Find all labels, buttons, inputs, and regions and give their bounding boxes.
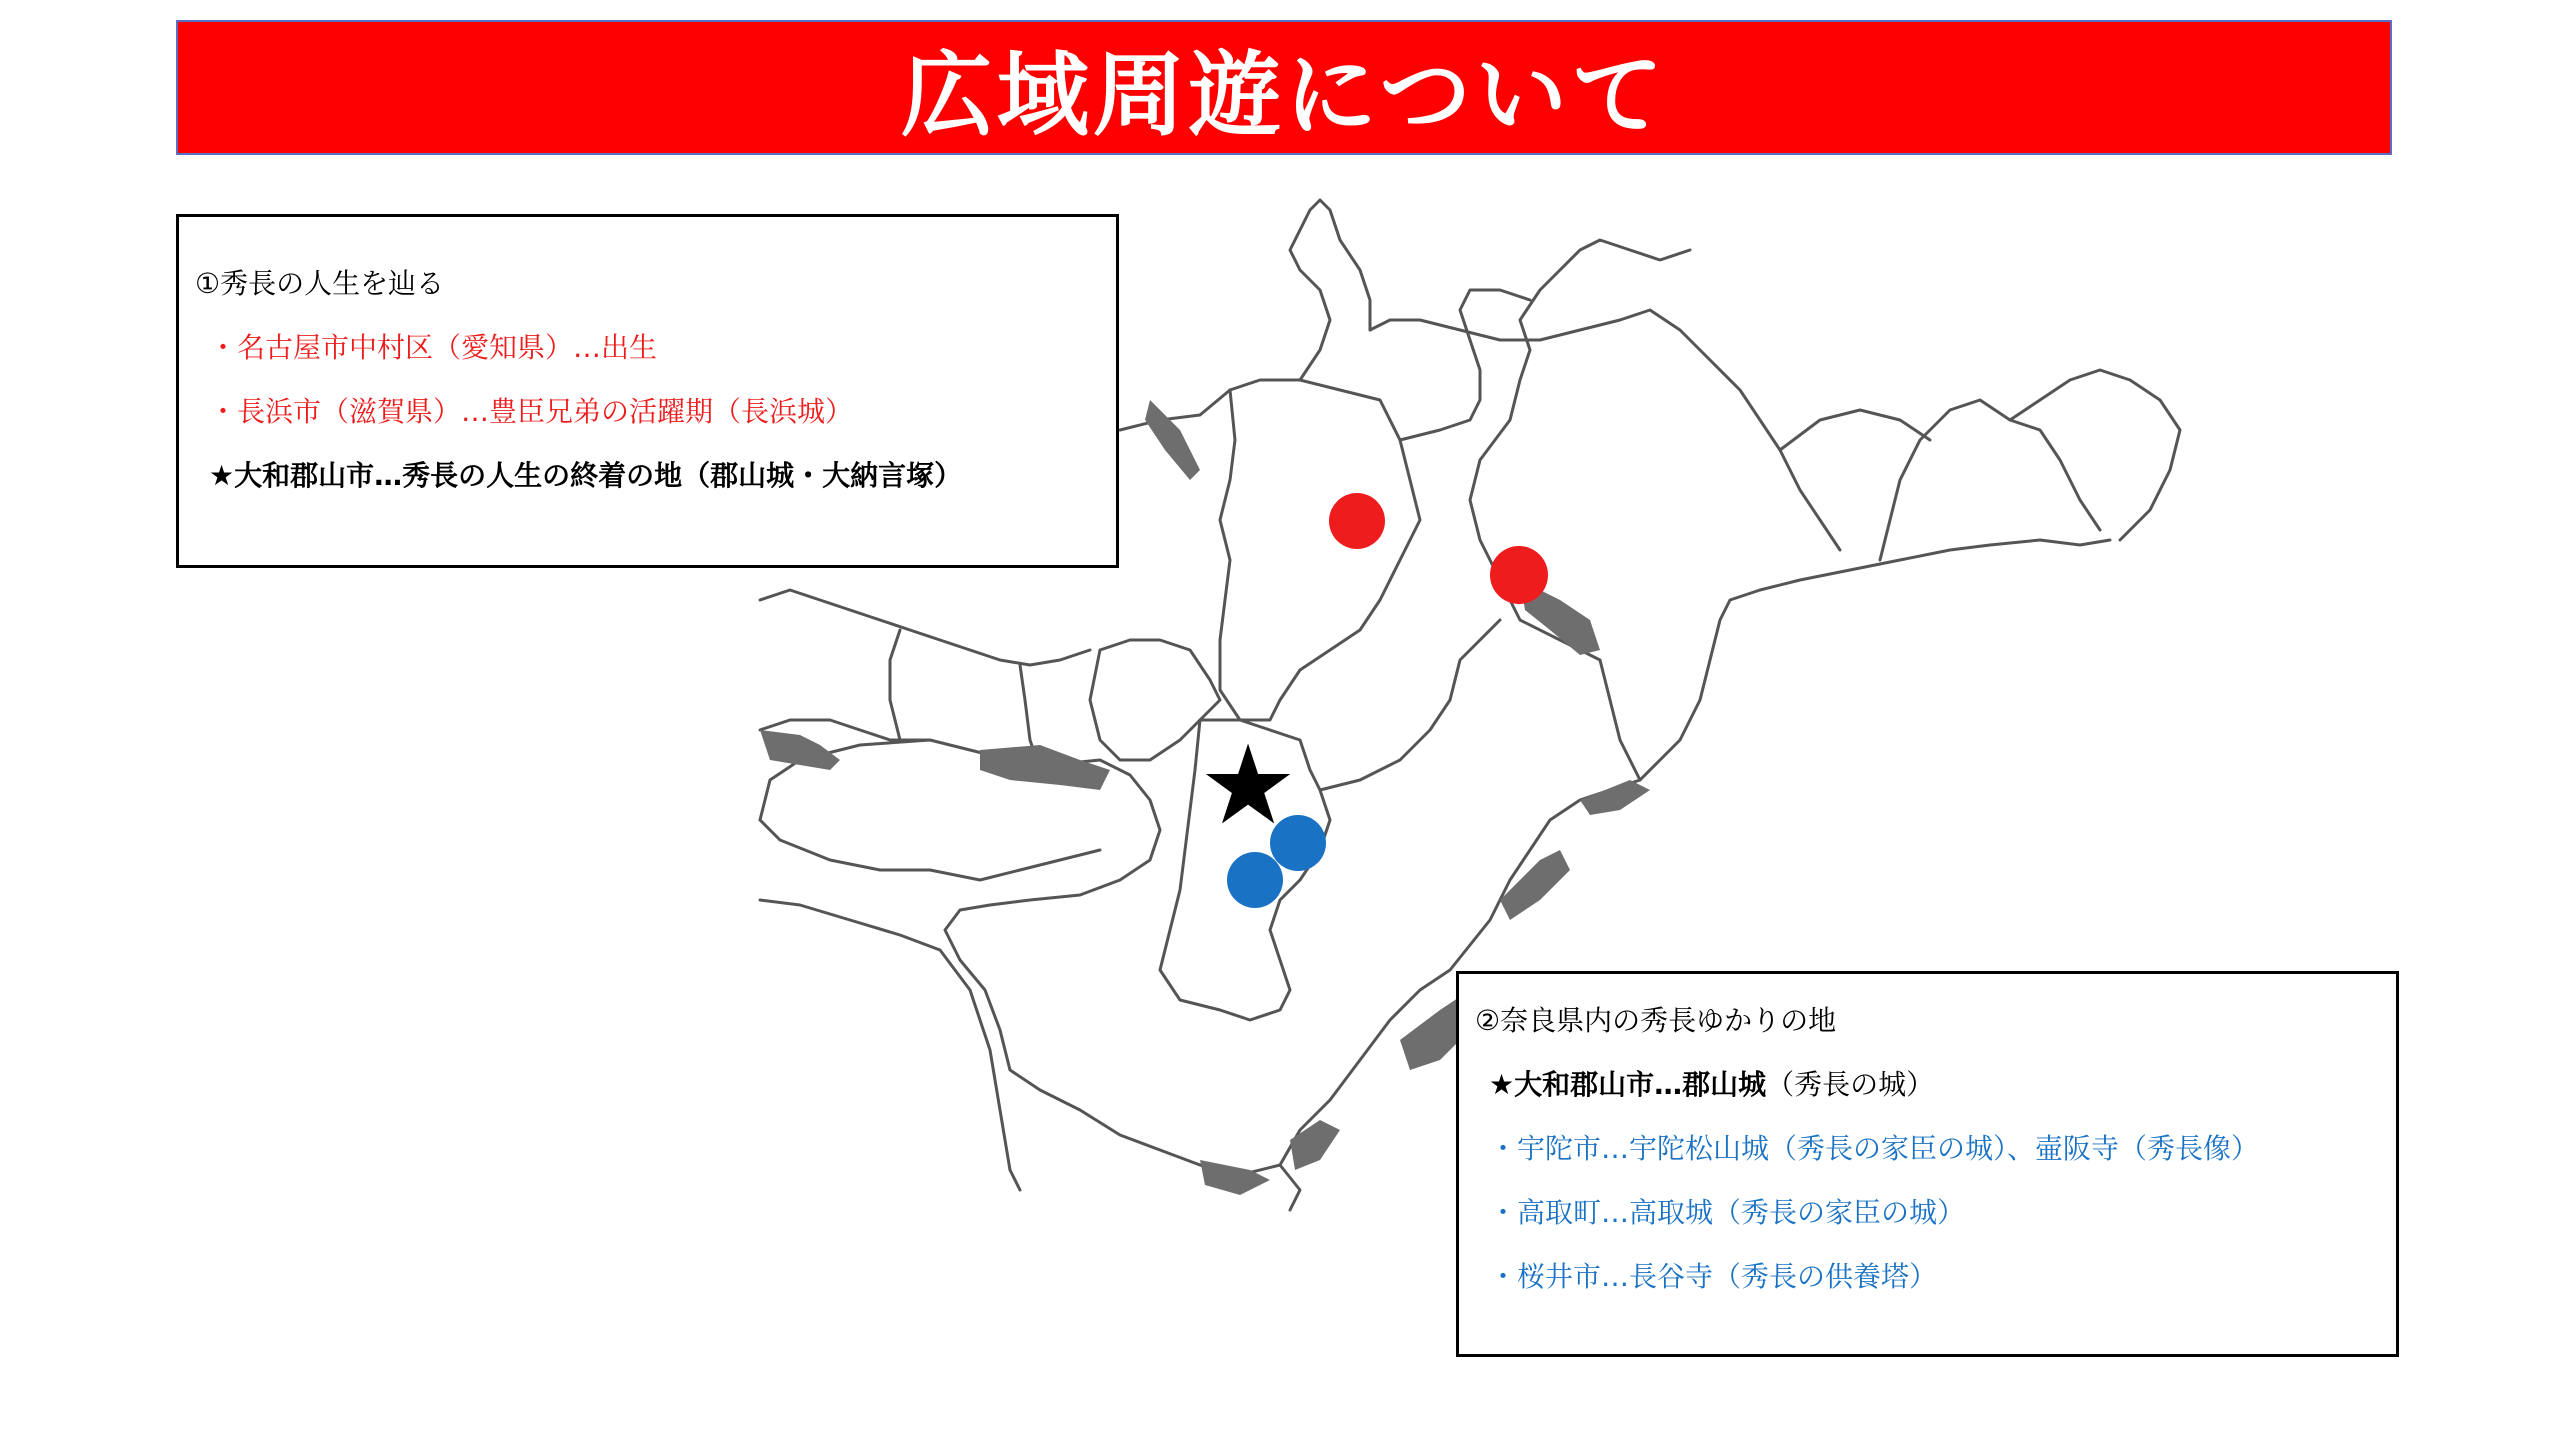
- coast-patch-2: [980, 745, 1110, 790]
- border-east-3: [2010, 370, 2180, 540]
- marker-takatori: [1227, 852, 1283, 908]
- marker-nagoya-nakamura: [1490, 546, 1548, 604]
- border-shiga: [1220, 380, 1420, 720]
- border-west-3: [890, 630, 900, 740]
- coastline-west-detail: [760, 820, 1100, 880]
- title-banner: [176, 20, 2392, 155]
- box2-item-uda: ・宇陀市…宇陀松山城（秀長の家臣の城）、壷阪寺（秀長像）: [1489, 1132, 2260, 1165]
- box2-highlight-rest: （秀長の城）: [1766, 1068, 1935, 1101]
- box1-item-nagahama: ・長浜市（滋賀県）…豊臣兄弟の活躍期（長浜城）: [209, 395, 854, 428]
- coastline-lower: [760, 900, 1020, 1190]
- coastline-ise: [1640, 540, 2110, 780]
- info-box-hidenaga-life: [176, 214, 1119, 568]
- box2-item-takatori: ・高取町…高取城（秀長の家臣の城）: [1489, 1196, 1966, 1229]
- page-title: 広域周遊について: [900, 41, 1668, 149]
- coast-patch-4: [1500, 850, 1570, 920]
- coast-patch-1: [760, 730, 840, 770]
- border-northern: [1290, 200, 1370, 380]
- box2-highlight: [1489, 1068, 1934, 1102]
- coast-patch-5: [1580, 780, 1650, 815]
- coastline-kii-outer: [1280, 1165, 1300, 1210]
- ise-bay-west: [1470, 240, 1690, 780]
- marker-yamatokoriyama-star: ★: [1198, 721, 1298, 849]
- info-box-nara-sites: [1456, 971, 2399, 1357]
- box1-heading: ①秀長の人生を辿る: [195, 267, 445, 300]
- box2-highlight-bold: ★大和郡山市…郡山城: [1489, 1068, 1767, 1101]
- border-north-sea: [1120, 390, 1230, 430]
- coast-patch-9: [1200, 1160, 1270, 1195]
- coast-patch-6: [1145, 400, 1200, 480]
- marker-nagahama: [1329, 493, 1385, 549]
- box2-item-sakurai: ・桜井市…長谷寺（秀長の供養塔）: [1489, 1260, 1938, 1293]
- coast-patch-8: [1290, 1120, 1340, 1170]
- border-east-2: [1780, 410, 1930, 450]
- border-east-1: [1880, 400, 2100, 560]
- border-mie: [1320, 620, 1500, 790]
- box1-highlight: ★大和郡山市…秀長の人生の終着の地（郡山城・大納言塚）: [209, 459, 963, 492]
- box2-heading: ②奈良県内の秀長ゆかりの地: [1475, 1004, 1837, 1037]
- box1-item-nagoya: ・名古屋市中村区（愛知県）…出生: [209, 331, 658, 364]
- border-west-1: [760, 590, 1090, 665]
